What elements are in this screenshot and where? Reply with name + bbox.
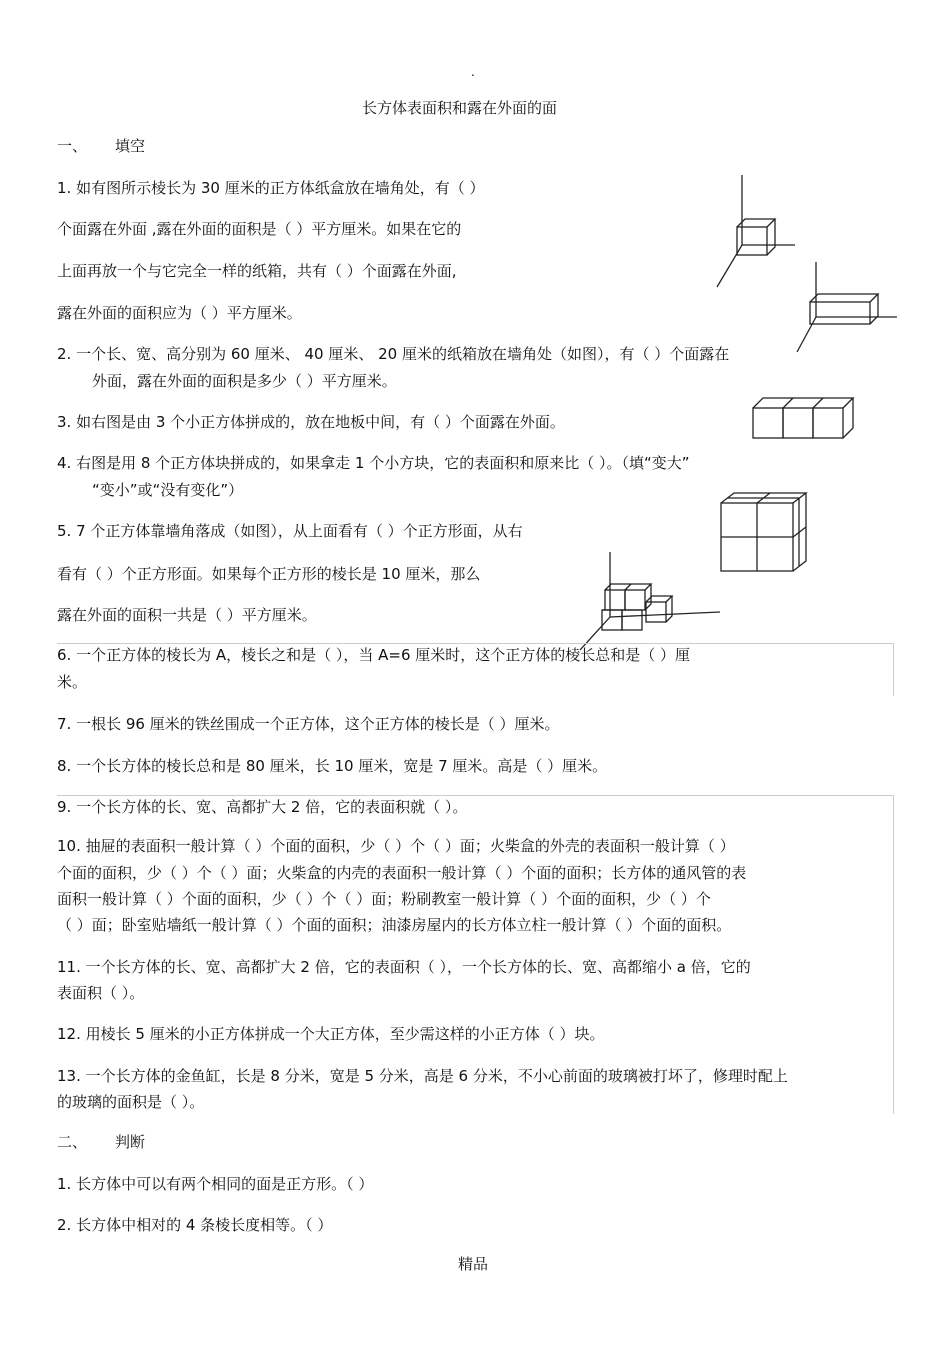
q9-line1: 9. 一个长方体的长、宽、高都扩大 2 倍，它的表面积就（ ）。	[57, 798, 468, 816]
q5-line3: 露在外面的面积一共是（ ）平方厘米。	[57, 606, 317, 624]
q4-line1: 4. 右图是用 8 个正方体块拼成的，如果拿走 1 个小方块，它的表面积和原来比（ ）。（填“变大”	[57, 454, 690, 472]
q1-line4: 露在外面的面积应为（ ）平方厘米。	[57, 304, 302, 322]
q13-line1: 13. 一个长方体的金鱼缸，长是 8 分米，宽是 5 分米，高是 6 分米，不小心前面的玻璃被打坏了，修理时配上	[57, 1067, 788, 1085]
q2-line2: 外面，露在外面的面积是多少（ ）平方厘米。	[92, 372, 397, 390]
q10-line4: （ ）面；卧室贴墙纸一般计算（ ）个面的面积；油漆房屋内的长方体立柱一般计算（ ）个面的面积。	[57, 916, 732, 934]
q8-line1: 8. 一个长方体的棱长总和是 80 厘米，长 10 厘米，宽是 7 厘米。高是（ ）厘米。	[57, 757, 608, 775]
q7-line1: 7. 一根长 96 厘米的铁丝围成一个正方体，这个正方体的棱长是（ ）厘米。	[57, 715, 560, 733]
q13-line2: 的玻璃的面积是（ ）。	[57, 1093, 205, 1111]
q5-line1: 5. 7 个正方体靠墙角落成（如图），从上面看有（ ）个正方形面，从右	[57, 522, 523, 540]
section1-number: 一、	[57, 137, 88, 155]
q1-line3: 上面再放一个与它完全一样的纸箱，共有（ ）个面露在外面,	[57, 262, 457, 280]
page-footer: 精品	[458, 1255, 489, 1273]
q10-line2: 个面的面积，少（ ）个（ ）面；火柴盒的内壳的表面积一般计算（ ）个面的面积；长方体的通风管的表	[57, 864, 747, 882]
q3-line1: 3. 如右图是由 3 个小正方体拼成的，放在地板中间，有（ ）个面露在外面。	[57, 413, 565, 431]
section2-label: 判断	[115, 1133, 146, 1151]
figure-cube-corner	[715, 175, 805, 290]
figure-eight-cubes	[718, 490, 810, 575]
q2-line1: 2. 一个长、宽、高分别为 60 厘米、 40 厘米、 20 厘米的纸箱放在墙角处（如图），有（ ）个面露在	[57, 345, 730, 363]
figure-three-cubes	[750, 395, 865, 447]
q5-line2: 看有（ ）个正方形面。如果每个正方形的棱长是 10 厘米，那么	[57, 565, 481, 583]
q10-line3: 面积一般计算（ ）个面的面积，少（ ）个（ ）面；粉刷教室一般计算（ ）个面的面积，少（ ）个	[57, 890, 711, 908]
section2-number: 二、	[57, 1133, 88, 1151]
q11-line1: 11. 一个长方体的长、宽、高都扩大 2 倍，它的表面积（ ），一个长方体的长、宽、高都缩小 a 倍，它的	[57, 958, 751, 976]
q1-line2: 个面露在外面 ,露在外面的面积是（ ）平方厘米。如果在它的	[57, 220, 462, 238]
q6-line1: 6. 一个正方体的棱长为 A，棱长之和是（ ），当 A=6 厘米时，这个正方体的棱长总和是（ ）厘	[57, 646, 691, 664]
section1-label: 填空	[115, 137, 146, 155]
page-title: 长方体表面积和露在外面的面	[362, 99, 558, 117]
figure-seven-cubes	[578, 552, 723, 652]
q12-line1: 12. 用棱长 5 厘米的小正方体拼成一个大正方体，至少需这样的小正方体（ ）块。	[57, 1025, 605, 1043]
judge-item-2: 2. 长方体中相对的 4 条棱长度相等。（ ）	[57, 1216, 333, 1234]
figure-box-corner	[797, 262, 902, 362]
header-mark: .	[471, 65, 475, 79]
q6-line2: 米。	[57, 673, 88, 691]
judge-item-1: 1. 长方体中可以有两个相同的面是正方形。（ ）	[57, 1175, 374, 1193]
q10-line1: 10. 抽屉的表面积一般计算（ ）个面的面积，少（ ）个（ ）面；火柴盒的外壳的表面积一般计算（ ）	[57, 837, 735, 855]
q1-line1: 1. 如有图所示棱长为 30 厘米的正方体纸盒放在墙角处，有（ ）	[57, 179, 485, 197]
q11-line2: 表面积（ ）。	[57, 984, 145, 1002]
q4-line2: “变小”或“没有变化”）	[92, 481, 244, 499]
